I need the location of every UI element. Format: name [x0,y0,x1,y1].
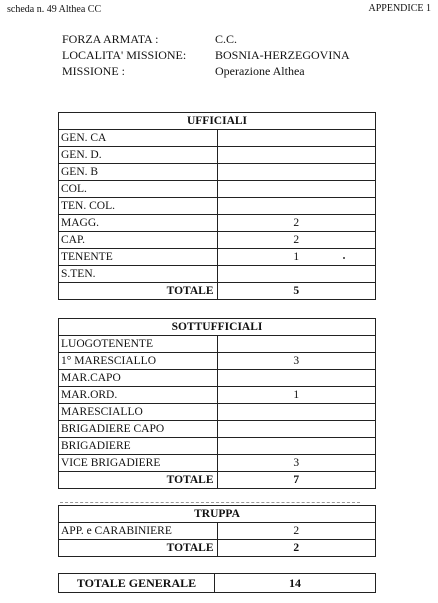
sottufficiali-title: SOTTUFFICIALI [59,319,376,336]
count-cell [217,181,376,198]
missione-label: MISSIONE : [62,64,126,78]
rank-cell: TEN. COL. [59,198,218,215]
total-label: TOTALE [59,283,218,300]
total-value: 2 [217,540,376,557]
count-cell [217,404,376,421]
rank-cell: S.TEN. [59,266,218,283]
count-cell [217,438,376,455]
table-header-row [59,506,376,523]
count-cell [217,147,376,164]
ufficiali-title: UFFICIALI [59,113,376,130]
count-cell: 1 [217,387,376,404]
total-row [59,283,376,300]
total-label: TOTALE [59,540,218,557]
count-cell: 2 [217,523,376,540]
table-row [59,232,376,249]
rank-cell: BRIGADIERE [59,438,218,455]
count-cell: 2 [217,232,376,249]
table-row [59,181,376,198]
total-value: 7 [217,472,376,489]
truppa-table [58,505,376,557]
missione-value: Operazione Althea [215,64,305,78]
table-row [59,266,376,283]
table-row [59,438,376,455]
rank-cell: MAR.CAPO [59,370,218,387]
table-row [59,164,376,181]
table-row [59,455,376,472]
rank-cell: GEN. D. [59,147,218,164]
rank-cell: GEN. B [59,164,218,181]
rank-cell: GEN. CA [59,130,218,147]
count-cell [217,266,376,283]
sottufficiali-table [58,318,376,489]
dashed-line [60,502,360,503]
totale-generale-row [59,574,376,593]
count-cell [217,421,376,438]
table-row [59,421,376,438]
info-missione [62,63,382,79]
rank-cell: APP. e CARABINIERE [59,523,218,540]
table-header-row [59,319,376,336]
rank-cell: MARESCIALLO [59,404,218,421]
table-row [59,215,376,232]
total-row [59,472,376,489]
scheda-label: scheda n. 49 Althea CC [7,4,102,15]
table-row [59,130,376,147]
ufficiali-table [58,112,376,300]
rank-cell: 1° MARESCIALLO [59,353,218,370]
table-row [59,249,376,266]
totale-generale-table [58,573,376,593]
count-cell [217,130,376,147]
table-row [59,370,376,387]
localita-label: LOCALITA' MISSIONE: [62,48,187,62]
info-forza [62,31,382,47]
rank-cell: LUOGOTENENTE [59,336,218,353]
rank-cell: VICE BRIGADIERE [59,455,218,472]
info-localita [62,47,382,63]
forza-value: C.C. [215,32,238,46]
table-row [59,523,376,540]
table-header-row [59,113,376,130]
localita-value: BOSNIA-HERZEGOVINA [215,48,350,62]
count-cell [217,198,376,215]
table-row [59,404,376,421]
rank-cell: BRIGADIERE CAPO [59,421,218,438]
total-value: 5 [217,283,376,300]
totale-generale-label: TOTALE GENERALE [59,574,215,593]
truppa-title: TRUPPA [59,506,376,523]
stray-dot [343,257,345,259]
table-row [59,336,376,353]
count-cell [217,164,376,181]
count-cell: 2 [217,215,376,232]
rank-cell: COL. [59,181,218,198]
total-row [59,540,376,557]
rank-cell: MAR.ORD. [59,387,218,404]
table-row [59,198,376,215]
count-cell: 3 [217,455,376,472]
count-cell [217,370,376,387]
appendice-label: APPENDICE 1 [368,3,431,14]
count-cell: 3 [217,353,376,370]
forza-label: FORZA ARMATA : [62,32,159,46]
rank-cell: MAGG. [59,215,218,232]
totale-generale-value: 14 [215,574,376,593]
total-label: TOTALE [59,472,218,489]
table-row [59,147,376,164]
count-cell [217,336,376,353]
count-cell: 1 [217,249,376,266]
table-row [59,387,376,404]
rank-cell: CAP. [59,232,218,249]
rank-cell: TENENTE [59,249,218,266]
table-row [59,353,376,370]
